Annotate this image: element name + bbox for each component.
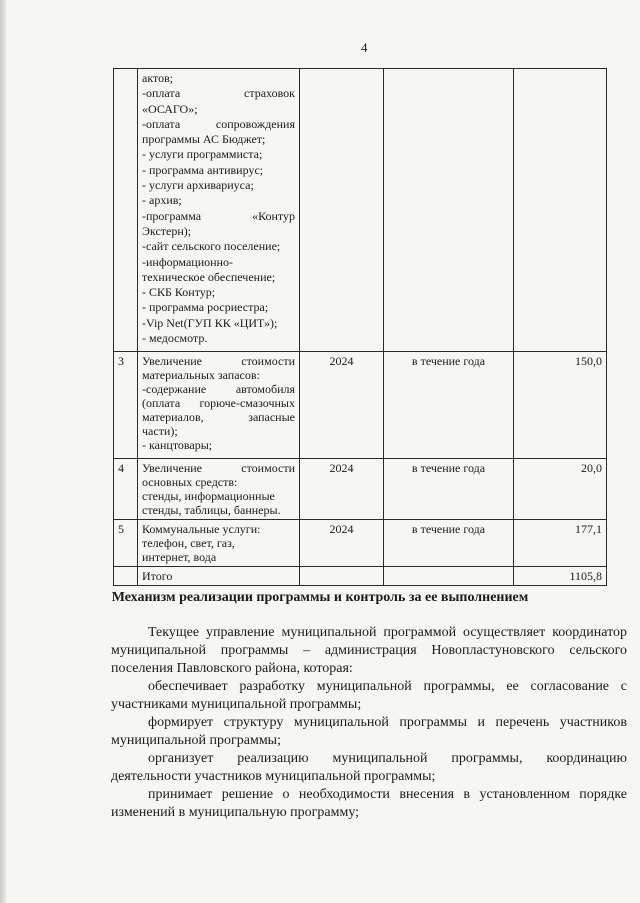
table-row <box>114 520 607 567</box>
text-line: -содержание автомобиля <box>142 382 295 396</box>
cell-name <box>138 69 300 352</box>
text-line: - программа антивирус; <box>142 162 264 177</box>
page-edge <box>0 0 7 903</box>
text-line: Экстерн); <box>142 223 192 238</box>
cell-num: 4 <box>114 459 138 520</box>
text-line: -программа «Контур <box>142 208 295 223</box>
text-line: (оплата горюче-смазочных <box>142 396 295 410</box>
text-line: техническое обеспечение; <box>142 269 276 284</box>
text-line: телефон, свет, газ, <box>142 536 235 550</box>
cell-year <box>300 567 384 586</box>
text-line: Увеличение стоимости <box>142 354 295 368</box>
text-line: - СКБ Контур; <box>142 285 216 300</box>
total-label: Итого <box>138 567 300 586</box>
text-line: -оплата страховок <box>142 86 295 101</box>
cell-name <box>138 352 300 459</box>
cell-sum: 150,0 <box>514 352 607 459</box>
text-line: - программа росриестра; <box>142 300 269 315</box>
body-text <box>111 624 627 822</box>
text-line: материальных запасов: <box>142 368 260 382</box>
cell-term: в течение года <box>384 459 514 520</box>
table-row <box>114 352 607 459</box>
text-line: - медосмотр. <box>142 331 208 346</box>
section-heading: Механизм реализации программы и контроль за ее выполнением <box>111 590 529 605</box>
cell-name <box>138 520 300 567</box>
text-line: интернет, вода <box>142 550 217 564</box>
table-row-continuation <box>114 69 607 352</box>
cell-num: 3 <box>114 352 138 459</box>
text-line: Коммунальные услуги: <box>142 522 261 536</box>
text-line: Увеличение стоимости <box>142 461 295 475</box>
table-total-row <box>114 567 607 586</box>
text-line: «ОСАГО»; <box>142 101 198 116</box>
cell-sum <box>514 69 607 352</box>
cell-num <box>114 567 138 586</box>
paragraph: Текущее управление муниципальной программой осуществляет координатор муниципальной программы – администрация Новопластуновского сельского поселения Павловского района, которая: <box>111 625 627 676</box>
text-line: части); <box>142 424 178 438</box>
text-line: основных средств: <box>142 475 238 489</box>
cell-year: 2024 <box>300 352 384 459</box>
text-line: стенды, таблицы, баннеры. <box>142 503 281 517</box>
total-sum: 1105,8 <box>514 567 607 586</box>
cell-term <box>384 69 514 352</box>
cell-sum: 20,0 <box>514 459 607 520</box>
cell-num <box>114 69 138 352</box>
text-line: стенды, информационные <box>142 489 275 503</box>
cell-year: 2024 <box>300 520 384 567</box>
cell-term <box>384 567 514 586</box>
cell-name <box>138 459 300 520</box>
text-line: - услуги архивариуса; <box>142 178 254 193</box>
cell-num: 5 <box>114 520 138 567</box>
text-line: -оплата сопровождения <box>142 116 295 131</box>
text-line: материалов, запасные <box>142 410 295 424</box>
cell-term: в течение года <box>384 520 514 567</box>
text-line: -сайт сельского поселение; <box>142 239 281 254</box>
cell-term: в течение года <box>384 352 514 459</box>
paragraph: принимает решение о необходимости внесения в установленном порядке изменений в муниципальную программу; <box>111 787 627 820</box>
text-line: - архив; <box>142 193 182 208</box>
program-table <box>113 68 607 586</box>
text-line: - услуги программиста; <box>142 147 263 162</box>
text-line: программы АС Бюджет; <box>142 132 266 147</box>
text-line: - канцтовары; <box>142 438 213 452</box>
table-row <box>114 459 607 520</box>
text-line: -Vip Net(ГУП КК «ЦИТ»); <box>142 315 278 330</box>
text-line: -информационно- <box>142 254 233 269</box>
cell-year <box>300 69 384 352</box>
cell-year: 2024 <box>300 459 384 520</box>
paragraph: организует реализацию муниципальной программы, координацию деятельности участников муниципальной программы; <box>111 751 627 784</box>
paragraph: формирует структуру муниципальной программы и перечень участников муниципальной программы; <box>111 715 627 748</box>
cell-sum: 177,1 <box>514 520 607 567</box>
text-line: актов; <box>142 71 174 85</box>
page-number: 4 <box>361 40 368 55</box>
paragraph: обеспечивает разработку муниципальной программы, ее согласование с участниками муниципальной программы; <box>111 679 627 712</box>
